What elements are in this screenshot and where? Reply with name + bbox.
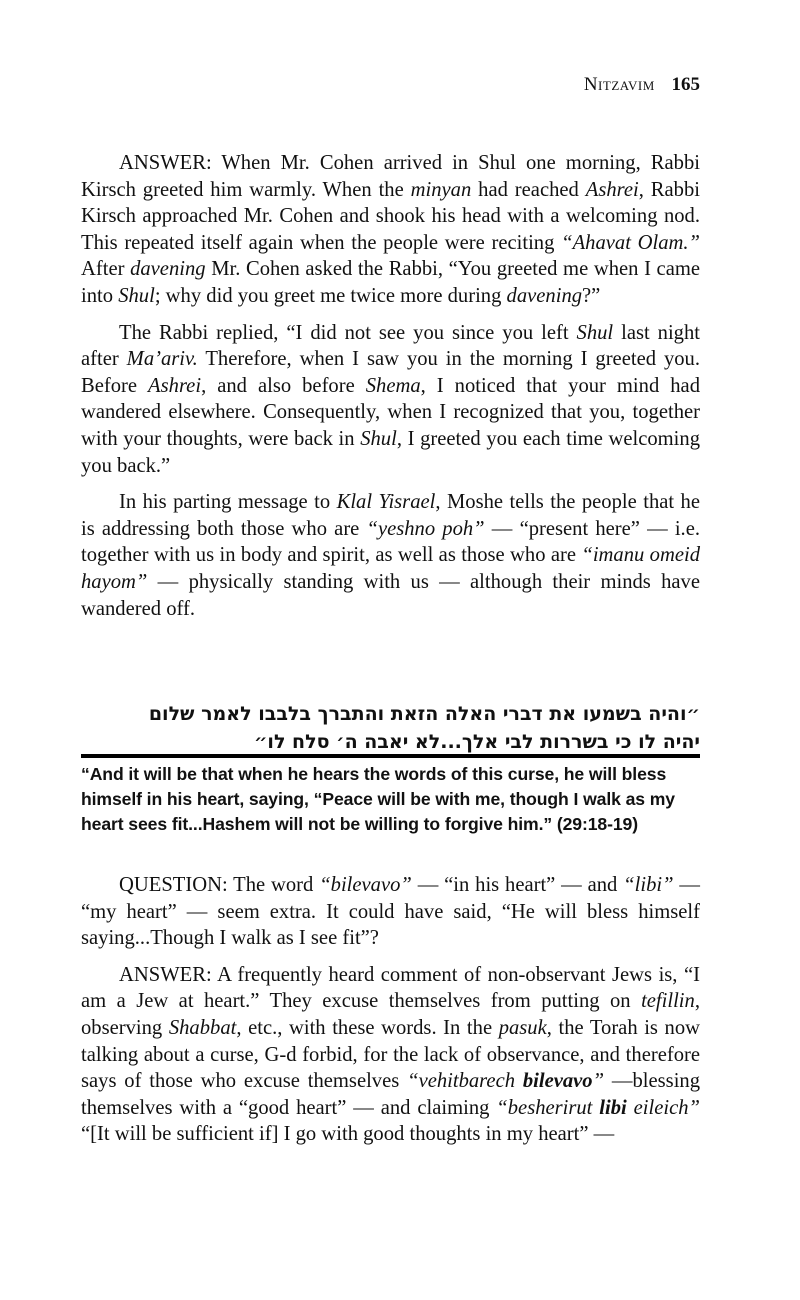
italic-term: Shema <box>365 374 421 397</box>
text-run: , observing <box>81 990 700 1039</box>
text-run: ?” <box>582 284 601 307</box>
text-run: In his parting message to <box>119 491 337 514</box>
text-run: Therefore, when I saw you in the morning I greeted you. Before <box>81 348 700 397</box>
italic-term: “imanu omeid hayom” <box>81 544 701 593</box>
italic-term: Ma’ariv. <box>126 348 198 371</box>
text-run: — physically standing with us — although their minds have wandered off. <box>81 570 700 620</box>
italic-term: Ashrei <box>148 374 202 397</box>
italic-term: Shul <box>360 427 397 450</box>
italic-term: Ashrei <box>585 178 639 201</box>
italic-term: tefillin <box>641 990 695 1013</box>
running-head-section-title: Nitzavim <box>583 74 655 95</box>
text-run: , I noticed that your mind had wandered elsewhere. Consequently, when I recognized that you, together with your thoughts, were back in <box>81 374 700 450</box>
italic-term: pasuk <box>498 1016 547 1039</box>
answer-paragraph-2 <box>81 962 700 1148</box>
rabbi-reply-paragraph <box>81 320 700 480</box>
verse-translation: “And it will be that when he hears the words of this curse, he will bless himself in his heart, saying, “Peace will be with me, though I walk as my heart sees fit...Hashem will not be willing to forgive him.” (29:18-19) <box>81 764 675 834</box>
text-run: ANSWER: A frequently heard comment of non-observant Jews is, “I am a Jew at heart.” They excuse themselves from putting on <box>81 963 700 1013</box>
italic-term: davening <box>506 284 583 307</box>
text-run: “[It will be sufficient if] I go with good thoughts in my heart” — <box>81 1123 615 1146</box>
hebrew-verse-line-2: יהיה לו כי בשררות לבי אלך...לא יאבה ה׳ סלח לו״ <box>253 731 700 753</box>
text-run: had reached <box>471 178 586 201</box>
commentary-block-1 <box>81 150 700 632</box>
italic-term: “Ahavat Olam.” <box>561 231 700 254</box>
text-run: , the Torah is now talking about a curse, G-d forbid, for the lack of observance, and therefore says of those who excuse themselves <box>81 1016 701 1093</box>
italic-term: ” <box>592 1070 605 1093</box>
bold-italic-term: libi <box>599 1096 627 1119</box>
text-run: , Rabbi Kirsch approached Mr. Cohen and shook his head with a welcoming nod. This repeated itself again when the people were reciting <box>81 178 700 254</box>
hebrew-verse <box>81 700 700 756</box>
italic-term: Shul <box>118 284 155 307</box>
text-run: QUESTION: The word <box>119 874 320 896</box>
italic-term: Shabbat <box>168 1016 237 1039</box>
commentary-block-2 <box>81 872 700 1158</box>
text-run: — “my heart” — seem extra. It could have said, “He will bless himself saying...Though I walk as I see fit”? <box>81 874 700 950</box>
text-run: ; why did you greet me twice more during <box>154 284 507 307</box>
answer-paragraph <box>81 150 700 310</box>
italic-term: “bilevavo” <box>319 874 412 896</box>
italic-term: minyan <box>410 178 472 201</box>
italic-term: “besherirut <box>496 1096 600 1119</box>
hebrew-verse-line-1: ״והיה בשמעו את דברי האלה הזאת והתברך בלבבו לאמר שלום <box>148 703 700 725</box>
text-run: The Rabbi replied, “I did not see you since you left <box>119 321 577 344</box>
italic-term: Shul <box>576 321 614 344</box>
page-number: 165 <box>671 74 700 95</box>
text-run: , I greeted you each time welcoming you back.” <box>81 427 700 477</box>
question-paragraph <box>81 872 700 952</box>
italic-term: “yeshno poh” <box>366 517 485 540</box>
text-run: After <box>81 258 131 281</box>
text-run: — “present here” — i.e. together with us in body and spirit, as well as those who are <box>81 517 700 567</box>
italic-term: “vehitbarech <box>407 1070 523 1093</box>
italic-term: “libi” <box>623 874 674 896</box>
italic-term: davening <box>130 258 206 281</box>
text-run: , Moshe tells the people that he is addressing both those who are <box>81 491 700 540</box>
running-head <box>584 74 700 96</box>
italic-term: Klal Yisrael <box>336 491 436 514</box>
verse-divider-rule <box>81 754 700 758</box>
bold-italic-term: bilevavo <box>522 1070 593 1093</box>
italic-term: eileich” <box>626 1096 700 1119</box>
parting-message-paragraph <box>81 489 700 622</box>
text-run: last night after <box>81 321 700 371</box>
text-run: , and also before <box>201 374 366 397</box>
text-run: — “in his heart” — and <box>411 874 624 896</box>
text-run: , etc., with these words. In the <box>236 1016 499 1039</box>
text-run: —blessing themselves with a “good heart” — and claiming <box>81 1070 701 1119</box>
text-run: Mr. Cohen asked the Rabbi, “You greeted me when I came into <box>81 258 700 307</box>
text-run: ANSWER: When Mr. Cohen arrived in Shul one morning, Rabbi Kirsch greeted him warmly. When the <box>81 152 700 201</box>
